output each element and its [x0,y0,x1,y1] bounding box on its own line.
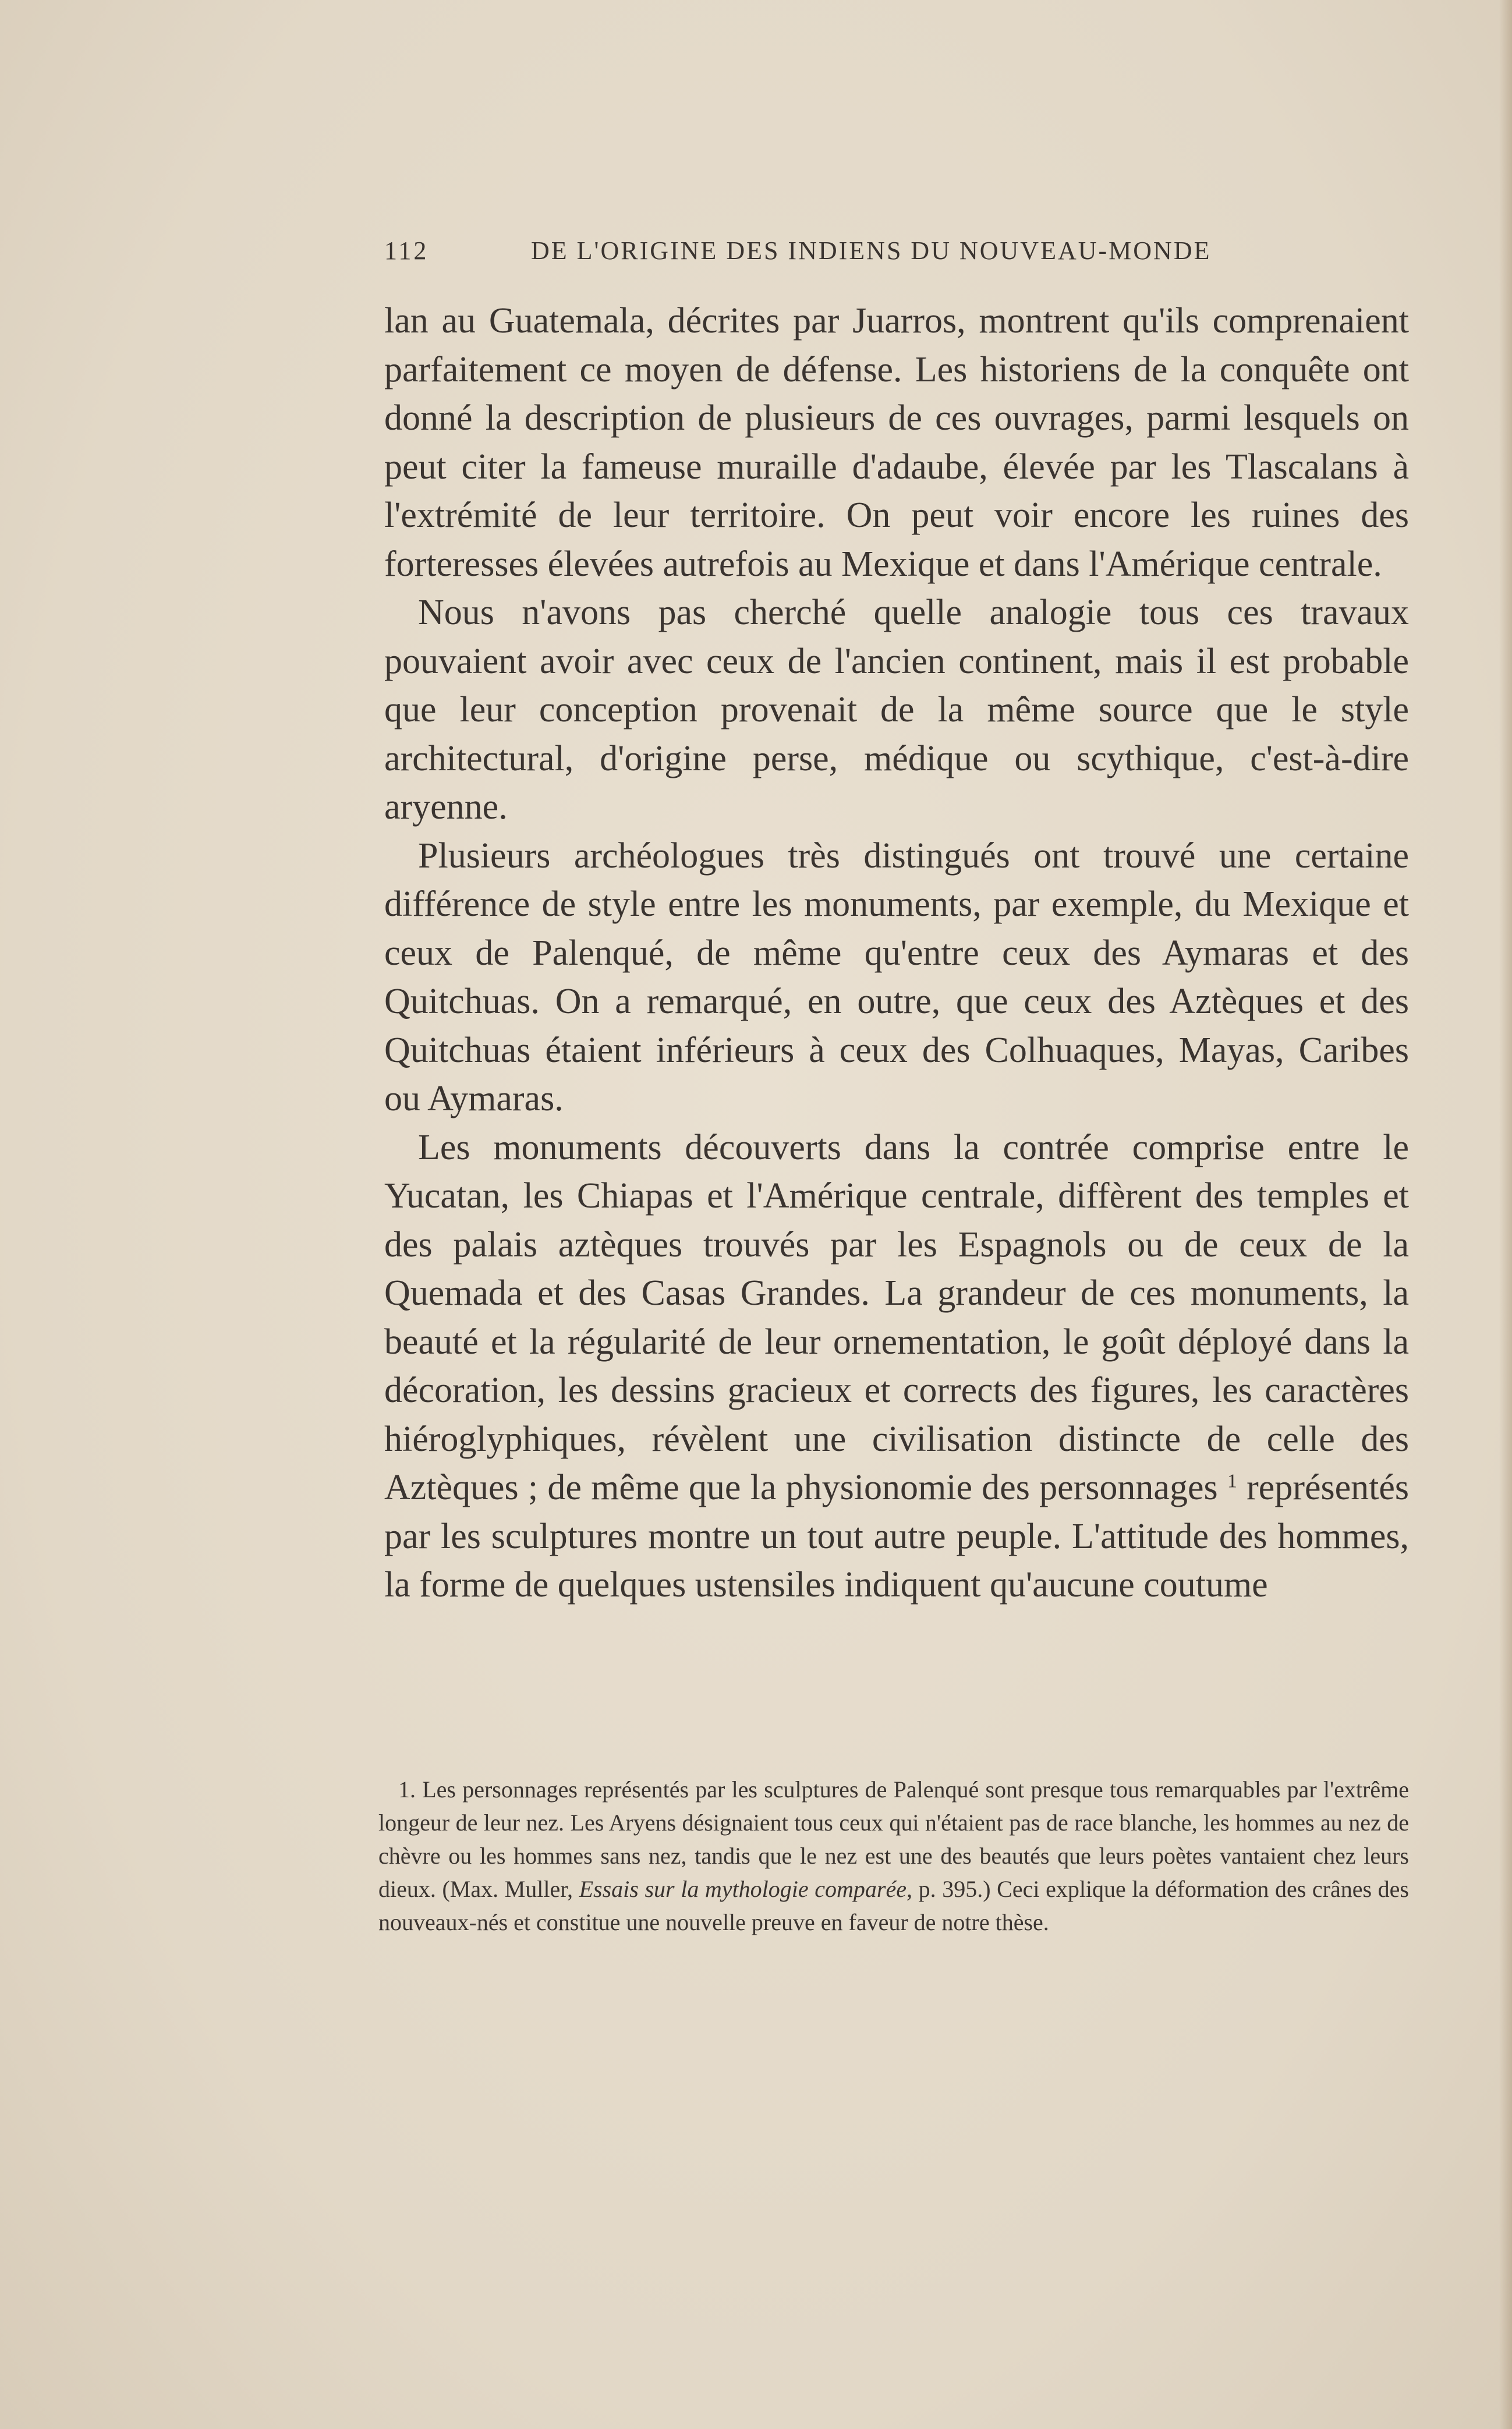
footnote-text: Les personnages représentés par les sculptures de Palenqué sont presque tous remarquables par l'extrême longeur de leur nez. Les Aryens désignaient tous ceux qui n'étaient pas de race blanche, les hommes au nez de chèvre ou les hommes sans nez, tandis que le nez est une des beautés que leurs poètes vantaient chez leurs dieux. (Max. Muller, [378,1776,1409,1902]
footnote-book-title: Essais sur la mythologie comparée, [579,1876,912,1902]
footnote-text: p. 395.) Ceci explique la déformation des crânes des nouveaux-nés et constitue une nouvelle preuve en faveur de notre thèse. [378,1876,1409,1935]
paragraph: Nous n'avons pas cherché quelle analogie tous ces travaux pouvaient avoir avec ceux de l'ancien continent, mais il est probable que leur conception provenait de la même source que le style architectural, d'origine perse, médique ou scythique, c'est-à-dire aryenne. [384,593,1409,827]
footnote [378,1773,1409,1939]
paragraph [384,1124,1409,1610]
paragraph: Plusieurs archéologues très distingués ont trouvé une certaine différence de style entre les monuments, par exemple, du Mexique et ceux de Palenqué, de même qu'entre ceux des Aymaras et des Quitchuas. On a remarqué, en outre, que ceux des Aztèques et des Quitchuas étaient inférieurs à ceux des Colhuaques, Mayas, Caribes ou Aymaras. [384,835,1409,1118]
page-header [384,236,1409,277]
page-edge-shadow [1499,0,1512,2429]
paragraph-text: Les monuments découverts dans la contrée comprise entre le Yucatan, les Chiapas et l'Amérique centrale, diffèrent des temples et des palais aztèques trouvés par les Espagnols ou de ceux de la Quemada et des Casas Grandes. La grandeur de ces monuments, la beauté et la régularité de leur ornementation, le goût déployé dans la décoration, les dessins gracieux et corrects des figures, les caractères hiéroglyphiques, révèlent une civilisation distincte de celle des Aztèques ; de même que la physionomie des personnages [384,1127,1409,1507]
running-head: DE L'ORIGINE DES INDIENS DU NOUVEAU-MONDE [531,236,1212,265]
paragraph-continuation: lan au Guatemala, décrites par Juarros, montrent qu'ils comprenaient parfaitement ce moyen de défense. Les historiens de la conquête ont donné la description de plusieurs de ces ouvrages, parmi lesquels on peut citer la fameuse muraille d'adaube, élevée par les Tlascalans à l'extrémité de leur territoire. On peut voir encore les ruines des forteresses élevées autrefois au Mexique et dans l'Amérique centrale. [384,301,1409,584]
body-text [384,297,1409,1610]
paragraph-text: représentés par les sculptures montre un tout autre peuple. L'attitude des hommes, la forme de quelques ustensiles indiquent qu'aucune coutume [384,1468,1410,1605]
page-number: 112 [384,236,429,265]
footnote-marker: 1. [398,1776,416,1803]
footnote-reference: 1 [1227,1470,1237,1492]
